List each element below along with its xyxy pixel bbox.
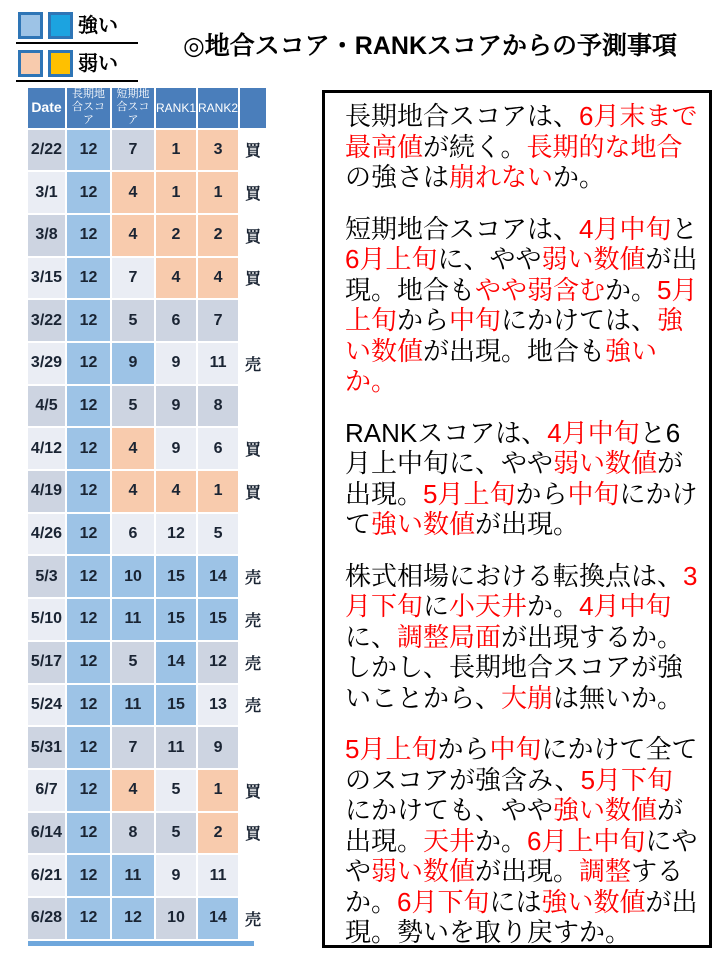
highlight-text: 5月下旬 — [580, 764, 674, 795]
body-text: が出現。 — [475, 509, 580, 539]
highlight-text: 大崩 — [501, 682, 554, 713]
highlight-text: やや弱含む — [475, 274, 606, 305]
header-long-score: 長期地合スコア — [67, 88, 110, 128]
score-cell: 6 — [112, 514, 154, 555]
signal-cell: 買 — [245, 186, 262, 204]
table-header-row — [28, 88, 266, 128]
score-cell: 4 — [112, 770, 154, 811]
highlight-text: 6月上中旬 — [527, 825, 646, 856]
table-row — [28, 300, 266, 341]
body-text: から — [397, 305, 450, 335]
date-cell: 5/24 — [28, 685, 65, 726]
table-row — [28, 172, 266, 213]
body-text: には — [489, 886, 542, 917]
score-cell: 2 — [198, 813, 238, 854]
body-text: か。 — [527, 591, 580, 621]
score-cell: 12 — [67, 258, 110, 299]
highlight-text: 弱い数値 — [553, 448, 658, 478]
score-cell: 6 — [156, 300, 196, 341]
date-cell: 6/14 — [28, 813, 65, 854]
signal-cell — [240, 386, 266, 427]
table-row — [28, 599, 266, 640]
score-cell: 12 — [67, 215, 110, 256]
weak-dark-swatch-icon — [48, 50, 73, 77]
signal-cell: 売 — [245, 612, 262, 630]
body-text: が出現。 — [475, 856, 580, 886]
highlight-text: 5月上旬 — [345, 734, 438, 764]
score-cell: 7 — [112, 130, 154, 171]
score-cell: 12 — [67, 343, 110, 384]
table-row — [28, 258, 266, 299]
table-row — [28, 514, 266, 555]
score-cell: 1 — [156, 172, 196, 213]
prediction-panel — [322, 90, 712, 948]
weak-light-swatch-icon — [18, 50, 43, 77]
highlight-text: 6月上旬 — [345, 244, 438, 274]
body-text: から — [437, 734, 490, 764]
table-bottom-border — [28, 941, 254, 946]
score-cell: 9 — [156, 855, 196, 896]
score-cell: 12 — [67, 685, 110, 726]
score-cell: 5 — [198, 514, 238, 555]
signal-cell: 買 — [245, 826, 262, 844]
date-cell: 3/29 — [28, 343, 65, 384]
highlight-text: 弱い数値 — [371, 856, 476, 886]
body-text: か。 — [475, 825, 528, 856]
highlight-text: 3月下旬 — [345, 560, 698, 621]
table-row — [28, 343, 266, 384]
score-cell: 5 — [112, 300, 154, 341]
highlight-text: 強いか。 — [345, 335, 658, 396]
score-cell: 12 — [67, 386, 110, 427]
body-text: と — [671, 213, 698, 244]
score-cell: 9 — [198, 727, 238, 768]
body-text: に — [423, 591, 450, 621]
panel-paragraph — [345, 418, 699, 540]
table-row — [28, 770, 266, 811]
header-rank2: RANK2 — [198, 88, 238, 128]
body-text: 株式相場における転換点は、 — [345, 560, 684, 591]
signal-cell: 買 — [245, 783, 262, 801]
highlight-text: 4月中旬 — [579, 213, 672, 244]
score-cell: 5 — [112, 386, 154, 427]
score-cell: 4 — [112, 172, 154, 213]
header-signal — [240, 88, 266, 128]
strong-dark-swatch-icon — [48, 12, 73, 39]
score-cell: 4 — [156, 471, 196, 512]
score-cell: 8 — [112, 813, 154, 854]
score-cell: 12 — [67, 172, 110, 213]
score-cell: 15 — [156, 556, 196, 597]
date-cell: 4/5 — [28, 386, 65, 427]
score-cell: 4 — [156, 258, 196, 299]
signal-cell: 売 — [245, 356, 262, 374]
score-cell: 12 — [67, 300, 110, 341]
highlight-text: 崩れない — [449, 162, 554, 192]
body-text: か。 — [605, 274, 658, 305]
score-cell: 12 — [67, 727, 110, 768]
score-cell: 12 — [67, 898, 110, 939]
signal-cell: 売 — [245, 570, 262, 588]
header-short-score: 短期地合スコア — [112, 88, 154, 128]
signal-cell — [240, 727, 266, 768]
table-row — [28, 215, 266, 256]
highlight-text: 強い数値 — [553, 795, 658, 825]
legend — [16, 10, 138, 86]
signal-cell — [240, 514, 266, 555]
table-row — [28, 386, 266, 427]
score-cell: 12 — [67, 855, 110, 896]
table-row — [28, 130, 266, 171]
score-cell: 5 — [112, 642, 154, 683]
strong-light-swatch-icon — [18, 12, 43, 39]
header-date: Date — [28, 88, 65, 128]
table-row — [28, 471, 266, 512]
body-text: から — [515, 478, 568, 509]
legend-row-strong — [16, 10, 138, 44]
highlight-text: 4月中旬 — [579, 591, 672, 621]
highlight-text: 長期的な地合 — [526, 131, 683, 162]
signal-cell — [240, 855, 266, 896]
date-cell: 6/21 — [28, 855, 65, 896]
signal-cell: 買 — [245, 143, 262, 161]
score-cell: 10 — [112, 556, 154, 597]
panel-paragraph — [345, 101, 699, 193]
table-row — [28, 556, 266, 597]
score-cell: 15 — [156, 685, 196, 726]
score-cell: 12 — [67, 599, 110, 640]
score-cell: 12 — [67, 813, 110, 854]
score-cell: 12 — [198, 642, 238, 683]
score-cell: 9 — [156, 386, 196, 427]
legend-row-weak — [16, 48, 138, 82]
body-text: が出現するか。しかし、長期地合スコアが強いことから、 — [345, 621, 684, 713]
date-cell: 5/17 — [28, 642, 65, 683]
highlight-text: 小天井 — [449, 591, 528, 621]
score-cell: 11 — [112, 855, 154, 896]
table-row — [28, 428, 266, 469]
score-cell: 10 — [156, 898, 196, 939]
score-cell: 15 — [198, 599, 238, 640]
score-cell: 14 — [156, 642, 196, 683]
score-cell: 1 — [198, 471, 238, 512]
date-cell: 5/10 — [28, 599, 65, 640]
score-cell: 2 — [198, 215, 238, 256]
highlight-text: 弱い数値 — [541, 244, 646, 274]
panel-paragraph — [345, 561, 699, 714]
score-cell: 4 — [112, 215, 154, 256]
body-text: にかけても、やや — [345, 795, 554, 825]
score-cell: 11 — [198, 855, 238, 896]
body-text: にかけて — [345, 478, 698, 539]
score-cell: 14 — [198, 898, 238, 939]
highlight-text: 強い数値 — [541, 886, 646, 917]
highlight-text: 調整局面 — [397, 621, 502, 652]
signal-cell: 買 — [245, 271, 262, 289]
body-text: が出現。 — [345, 795, 684, 856]
body-text: にやや — [345, 825, 698, 886]
body-text: にかけては、 — [501, 305, 658, 335]
score-cell: 12 — [67, 471, 110, 512]
table-row — [28, 685, 266, 726]
signal-cell: 売 — [245, 911, 262, 929]
date-cell: 3/15 — [28, 258, 65, 299]
date-cell: 6/7 — [28, 770, 65, 811]
signal-cell: 買 — [245, 484, 262, 502]
body-text: か。 — [553, 162, 606, 192]
score-cell: 12 — [67, 514, 110, 555]
score-cell: 12 — [156, 514, 196, 555]
score-cell: 5 — [156, 770, 196, 811]
date-cell: 5/31 — [28, 727, 65, 768]
signal-cell: 買 — [245, 228, 262, 246]
body-text: にかけて全てのスコアが強含み、 — [345, 734, 698, 795]
date-cell: 4/26 — [28, 514, 65, 555]
date-cell: 3/22 — [28, 300, 65, 341]
body-text: と6月上中旬に、やや — [345, 417, 681, 478]
body-text: が続く。 — [423, 131, 527, 162]
table-row — [28, 855, 266, 896]
highlight-text: 5月上旬 — [345, 274, 698, 335]
score-cell: 11 — [156, 727, 196, 768]
body-text: 短期地合スコアは、 — [345, 213, 580, 244]
score-cell: 5 — [156, 813, 196, 854]
score-cell: 9 — [156, 428, 196, 469]
body-text: が出現。地合も — [345, 244, 698, 305]
panel-paragraph — [345, 734, 699, 948]
date-cell: 4/12 — [28, 428, 65, 469]
score-cell: 14 — [198, 556, 238, 597]
date-cell: 4/19 — [28, 471, 65, 512]
score-cell: 4 — [112, 428, 154, 469]
score-cell: 6 — [198, 428, 238, 469]
score-cell: 7 — [198, 300, 238, 341]
highlight-text: 中旬 — [449, 305, 502, 335]
score-cell: 11 — [112, 599, 154, 640]
body-text: は無いか。 — [553, 682, 684, 713]
highlight-text: 天井 — [423, 825, 476, 856]
score-cell: 3 — [198, 130, 238, 171]
highlight-text: 中旬 — [489, 734, 542, 764]
score-cell: 9 — [112, 343, 154, 384]
table-row — [28, 813, 266, 854]
signal-cell — [240, 300, 266, 341]
body-text: の強さは — [345, 162, 450, 192]
date-cell: 2/22 — [28, 130, 65, 171]
highlight-text: 4月中旬 — [547, 417, 640, 448]
date-cell: 3/8 — [28, 215, 65, 256]
legend-weak-label: 弱い — [78, 52, 118, 75]
body-text: RANKスコアは、 — [345, 417, 548, 448]
body-text: 長期地合スコアは、 — [345, 101, 580, 131]
header-rank1: RANK1 — [156, 88, 196, 128]
score-cell: 12 — [67, 770, 110, 811]
date-cell: 5/3 — [28, 556, 65, 597]
prediction-paragraphs — [345, 101, 699, 948]
highlight-text: 5月上旬 — [423, 478, 516, 509]
signal-cell: 売 — [245, 698, 262, 716]
score-table-wrap — [26, 86, 268, 946]
score-cell: 11 — [112, 685, 154, 726]
score-cell: 12 — [67, 130, 110, 171]
score-cell: 2 — [156, 215, 196, 256]
table-row — [28, 642, 266, 683]
signal-cell: 売 — [245, 655, 262, 673]
highlight-text: 中旬 — [567, 478, 620, 509]
score-cell: 7 — [112, 727, 154, 768]
table-row — [28, 727, 266, 768]
score-cell: 12 — [67, 642, 110, 683]
score-cell: 1 — [198, 770, 238, 811]
body-text: に、やや — [437, 244, 542, 274]
panel-paragraph — [345, 214, 699, 397]
score-cell: 7 — [112, 258, 154, 299]
page-title: ◎地合スコア・RANKスコアからの予測事項 — [182, 32, 678, 60]
score-cell: 9 — [156, 343, 196, 384]
score-cell: 13 — [198, 685, 238, 726]
legend-strong-label: 強い — [78, 14, 118, 37]
table-row — [28, 898, 266, 939]
highlight-text: 6月末まで最高値 — [345, 101, 698, 162]
score-cell: 1 — [156, 130, 196, 171]
signal-cell: 買 — [245, 442, 262, 460]
score-cell: 15 — [156, 599, 196, 640]
score-cell: 12 — [67, 428, 110, 469]
score-cell: 12 — [67, 556, 110, 597]
body-text: が出現。勢いを取り戻すか。 — [345, 886, 698, 947]
date-cell: 6/28 — [28, 898, 65, 939]
score-cell: 4 — [112, 471, 154, 512]
date-cell: 3/1 — [28, 172, 65, 213]
score-cell: 8 — [198, 386, 238, 427]
highlight-text: 強い数値 — [371, 509, 476, 539]
body-text: が出現。地合も — [423, 335, 606, 366]
score-table — [26, 86, 268, 941]
score-cell: 12 — [112, 898, 154, 939]
body-text: するか。 — [345, 856, 684, 917]
highlight-text: 6月下旬 — [397, 886, 490, 917]
highlight-text: 強い数値 — [345, 305, 684, 366]
score-cell: 1 — [198, 172, 238, 213]
score-cell: 11 — [198, 343, 238, 384]
highlight-text: 調整 — [579, 856, 632, 886]
body-text: に、 — [345, 621, 398, 652]
body-text: が出現。 — [345, 448, 684, 509]
score-cell: 4 — [198, 258, 238, 299]
